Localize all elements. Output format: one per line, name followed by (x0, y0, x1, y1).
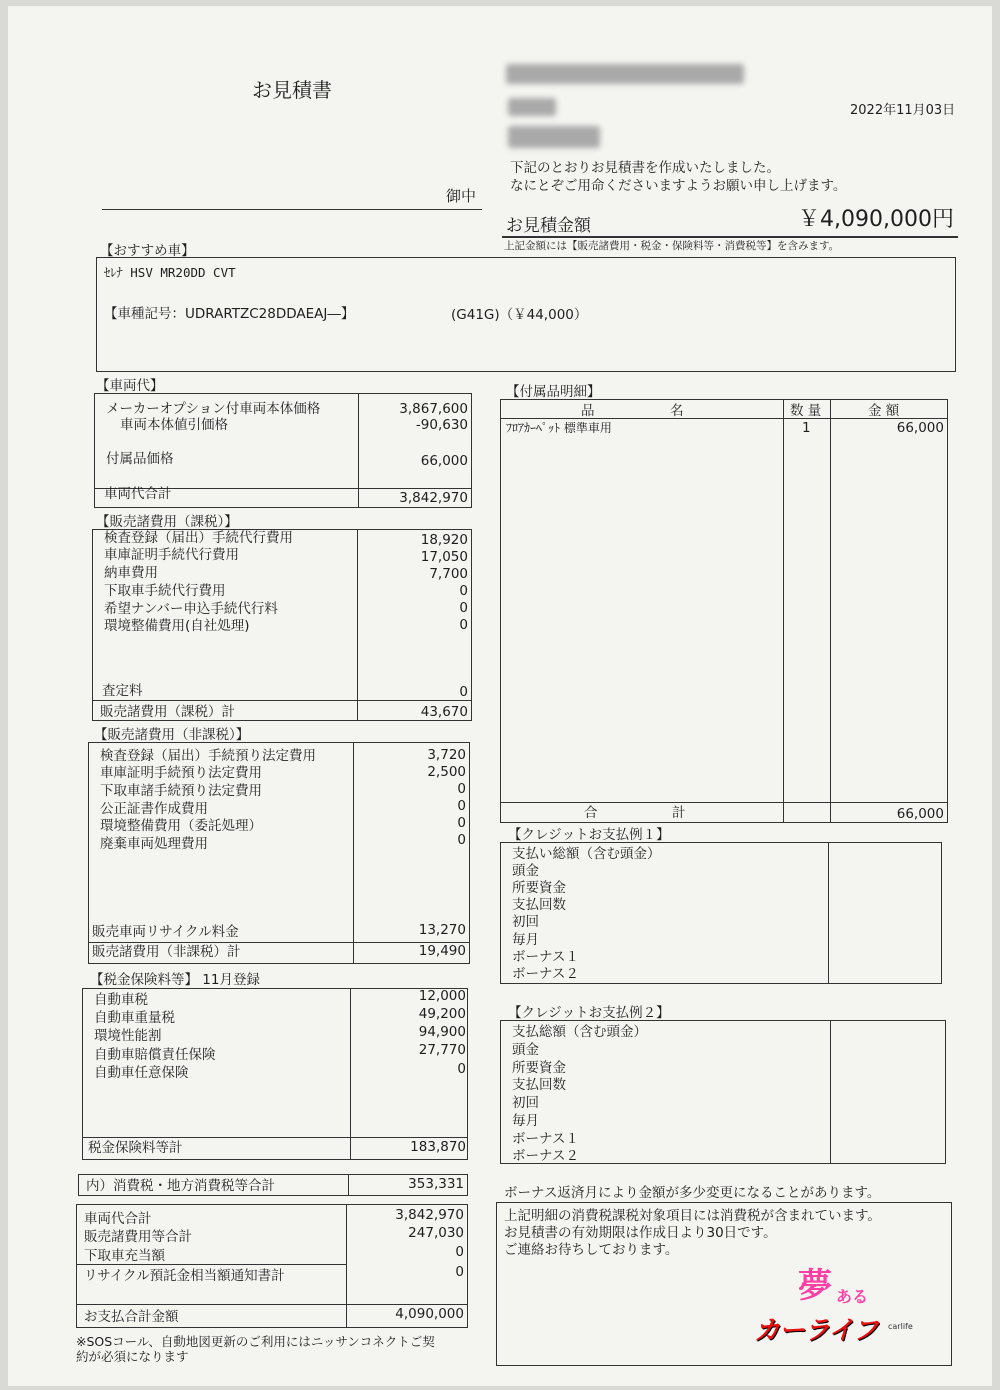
tax-insurance-divider (350, 988, 351, 1160)
vehicle-row-value: 66,000 (420, 453, 468, 469)
total-amount-label: お見積金額 (506, 216, 591, 236)
accessory-item-amount: 66,000 (896, 420, 944, 436)
tax-row-value: 49,200 (418, 1006, 466, 1022)
greeting-line-1: 下記のとおりお見積書を作成いたしました。 (510, 160, 780, 176)
untaxed-row-value: 0 (457, 798, 466, 814)
accessories-total-rule (500, 802, 948, 803)
total-amount-value: ￥4,090,000円 (798, 207, 954, 232)
recycle-fee-value: 13,270 (418, 922, 466, 938)
car-model: ｾﾚﾅ HSV MR20DD CVT (104, 265, 236, 280)
credit-2-divider (830, 1020, 831, 1164)
consumption-tax-value: 353,331 (408, 1176, 464, 1192)
taxed-row-label: 環境整備費用(自社処理) (104, 618, 250, 634)
credit-2-row: 所要資金 (512, 1060, 566, 1076)
taxed-total-value: 43,670 (420, 704, 468, 720)
taxed-row-value: 7,700 (429, 566, 468, 582)
document-title: お見積書 (252, 78, 332, 102)
accessory-item-name: ﾌﾛｱｶｰﾍﾟｯﾄ 標準車用 (506, 421, 612, 435)
vehicle-total-label: 車両代合計 (104, 486, 172, 502)
credit-2-row: 毎月 (512, 1113, 539, 1129)
assessment-fee-label: 査定料 (102, 683, 143, 699)
credit-1-row: 毎月 (512, 932, 539, 948)
bonus-note: ボーナス返済月により金額が多少変更になることがあります。 (504, 1185, 881, 1201)
payment-total-label: お支払合計金額 (84, 1309, 179, 1325)
credit-2-row: 初回 (512, 1095, 539, 1111)
accessory-item-qty: 1 (802, 420, 811, 436)
taxed-row-value: 0 (459, 583, 468, 599)
untaxed-row-label: 検査登録（届出）手続預り法定費用 (100, 748, 316, 764)
summary-row-label: 下取車充当額 (84, 1248, 165, 1264)
tax-row-value: 0 (457, 1061, 466, 1077)
redacted-address (508, 98, 556, 116)
addressee-underline (102, 209, 482, 210)
untaxed-row-label: 下取車諸手続預り法定費用 (100, 783, 262, 799)
accessories-total-label-2: 計 (672, 805, 686, 821)
untaxed-row-label: 環境整備費用（委託処理） (100, 818, 262, 834)
credit-1-row: 頭金 (512, 863, 539, 879)
summary-row-rule (76, 1264, 346, 1265)
accessories-col-name-1: 品 (581, 403, 595, 419)
credit-2-row: ボーナス１ (512, 1131, 579, 1147)
taxed-row-label: 検査登録（届出）手続代行費用 (104, 530, 293, 546)
credit-1-row: ボーナス２ (512, 966, 579, 982)
untaxed-row-label: 公正証書作成費用 (100, 801, 208, 817)
payment-summary-divider (346, 1204, 347, 1328)
logo-small-text: carlife (888, 1322, 913, 1331)
car-color-price: (G41G)（￥44,000） (451, 307, 588, 323)
credit-2-heading: 【クレジットお支払例２】 (508, 1005, 670, 1021)
untaxed-row-value: 3,720 (427, 747, 466, 763)
taxed-total-label: 販売諸費用（課税）計 (100, 704, 235, 720)
tax-total-label: 税金保険料等計 (88, 1140, 183, 1156)
logo-yume-char: 夢 (798, 1266, 832, 1306)
notes-line-3: ご連絡お待ちしております。 (504, 1242, 679, 1258)
untaxed-total-label: 販売諸費用（非課税）計 (92, 944, 241, 960)
vehicle-row-label: 付属品価格 (106, 451, 174, 467)
consumption-tax-label: 内）消費税・地方消費税等合計 (86, 1178, 275, 1194)
accessories-col-name-2: 名 (670, 403, 684, 419)
taxed-row-label: 希望ナンバー申込手続代行料 (104, 601, 278, 617)
untaxed-fees-divider (353, 742, 354, 964)
greeting-line-2: なにとぞご用命くださいますようお願い申し上げます。 (510, 178, 847, 194)
credit-1-divider (828, 842, 829, 984)
addressee-suffix: 御中 (446, 187, 477, 205)
tax-row-label: 自動車税 (94, 992, 148, 1008)
recommended-car-heading: 【おすすめ車】 (100, 243, 195, 259)
tax-row-label: 自動車任意保険 (94, 1065, 189, 1081)
tax-insurance-heading: 【税金保険料等】 11月登録 (90, 972, 260, 988)
logo-aru-text: ある (836, 1287, 869, 1306)
logo-brand-text: カーライフ (754, 1316, 878, 1346)
taxed-fees-heading: 【販売諸費用（課税）】 (96, 514, 238, 530)
taxed-row-label: 車庫証明手続代行費用 (104, 547, 239, 563)
accessories-table (500, 399, 948, 823)
accessories-heading: 【付属品明細】 (506, 384, 601, 400)
untaxed-row-value: 2,500 (427, 764, 466, 780)
summary-row-label: 販売諸費用等合計 (84, 1229, 192, 1245)
vehicle-row-value: -90,630 (415, 417, 468, 433)
accessories-total-label-1: 合 (584, 805, 598, 821)
vehicle-total-value: 3,842,970 (399, 490, 468, 506)
vehicle-row-value: 3,867,600 (399, 401, 468, 417)
credit-2-row: 支払総額（含む頭金） (512, 1024, 647, 1040)
footnote-line-1: ※SOSコール、自動地図更新のご利用にはニッサンコネクトご契 (76, 1334, 435, 1349)
vehicle-row-label: 車両本体値引価格 (120, 417, 228, 433)
vehicle-cost-divider (358, 393, 359, 508)
car-code: 【車種記号：UDRARTZC28DDAEAJ―】 (104, 306, 355, 322)
taxed-fees-divider (357, 529, 358, 721)
credit-1-row: 所要資金 (512, 880, 566, 896)
accessories-qty-divider (783, 399, 784, 823)
credit-2-row: 支払回数 (512, 1077, 566, 1093)
estimate-date: 2022年11月03日 (850, 103, 956, 118)
notes-line-2: お見積書の有効期限は作成日より30日です。 (504, 1225, 777, 1241)
payment-total-value: 4,090,000 (395, 1306, 464, 1322)
accessories-amount-divider (830, 399, 831, 823)
tax-insurance-total-rule (82, 1137, 468, 1138)
summary-row-value: 0 (455, 1244, 464, 1260)
vehicle-cost-heading: 【車両代】 (96, 378, 164, 394)
tax-row-value: 94,900 (418, 1024, 466, 1040)
tax-row-value: 12,000 (418, 988, 466, 1004)
redacted-company-name (506, 64, 744, 84)
untaxed-row-label: 廃棄車両処理費用 (100, 836, 208, 852)
untaxed-row-value: 0 (457, 781, 466, 797)
credit-1-row: 支払回数 (512, 897, 566, 913)
summary-row-label: 車両代合計 (84, 1211, 152, 1227)
taxed-row-value: 0 (459, 617, 468, 633)
accessories-col-amount: 金 額 (868, 403, 900, 419)
accessories-total-value: 66,000 (896, 806, 944, 822)
total-amount-note: 上記金額には【販売諸費用・税金・保険料等・消費税等】を含みます。 (504, 240, 840, 252)
summary-row-label: リサイクル預託金相当額通知書計 (84, 1268, 285, 1284)
tax-row-value: 27,770 (418, 1042, 466, 1058)
total-amount-underline (502, 236, 958, 238)
taxed-row-label: 納車費用 (104, 565, 158, 581)
vehicle-row-label: メーカーオプション付車両本体価格 (106, 401, 321, 417)
untaxed-total-value: 19,490 (418, 943, 466, 959)
untaxed-row-label: 車庫証明手続預り法定費用 (100, 765, 262, 781)
summary-row-value: 3,842,970 (395, 1207, 464, 1223)
redacted-contact (508, 126, 600, 148)
credit-1-row: 支払い総額（含む頭金） (512, 846, 661, 862)
credit-1-row: 初回 (512, 914, 539, 930)
estimate-sheet (8, 6, 992, 1386)
summary-row-value: 0 (455, 1264, 464, 1280)
tax-row-label: 自動車賠償責任保険 (94, 1047, 216, 1063)
payment-summary-total-rule (76, 1304, 468, 1305)
credit-1-row: ボーナス１ (512, 949, 579, 965)
tax-row-label: 自動車重量税 (94, 1010, 175, 1026)
footnote-line-2: 約が必須になります (76, 1349, 189, 1364)
taxed-row-value: 0 (459, 600, 468, 616)
credit-2-row: 頭金 (512, 1042, 539, 1058)
summary-row-value: 247,030 (408, 1225, 464, 1241)
untaxed-fees-heading: 【販売諸費用（非課税）】 (94, 727, 250, 743)
tax-row-label: 環境性能割 (94, 1028, 162, 1044)
assessment-fee-value: 0 (459, 684, 468, 700)
consumption-tax-divider (348, 1174, 349, 1196)
credit-2-row: ボーナス２ (512, 1148, 579, 1164)
recycle-fee-label: 販売車両リサイクル料金 (92, 924, 239, 940)
credit-1-heading: 【クレジットお支払例１】 (508, 827, 670, 843)
taxed-row-label: 下取車手続代行費用 (104, 583, 226, 599)
tax-total-value: 183,870 (410, 1139, 466, 1155)
untaxed-row-value: 0 (457, 832, 466, 848)
notes-line-1: 上記明細の消費税課税対象項目には消費税が含まれています。 (504, 1208, 881, 1224)
accessories-col-qty: 数 量 (790, 403, 822, 419)
untaxed-row-value: 0 (457, 815, 466, 831)
taxed-row-value: 18,920 (420, 532, 468, 548)
taxed-row-value: 17,050 (420, 549, 468, 565)
